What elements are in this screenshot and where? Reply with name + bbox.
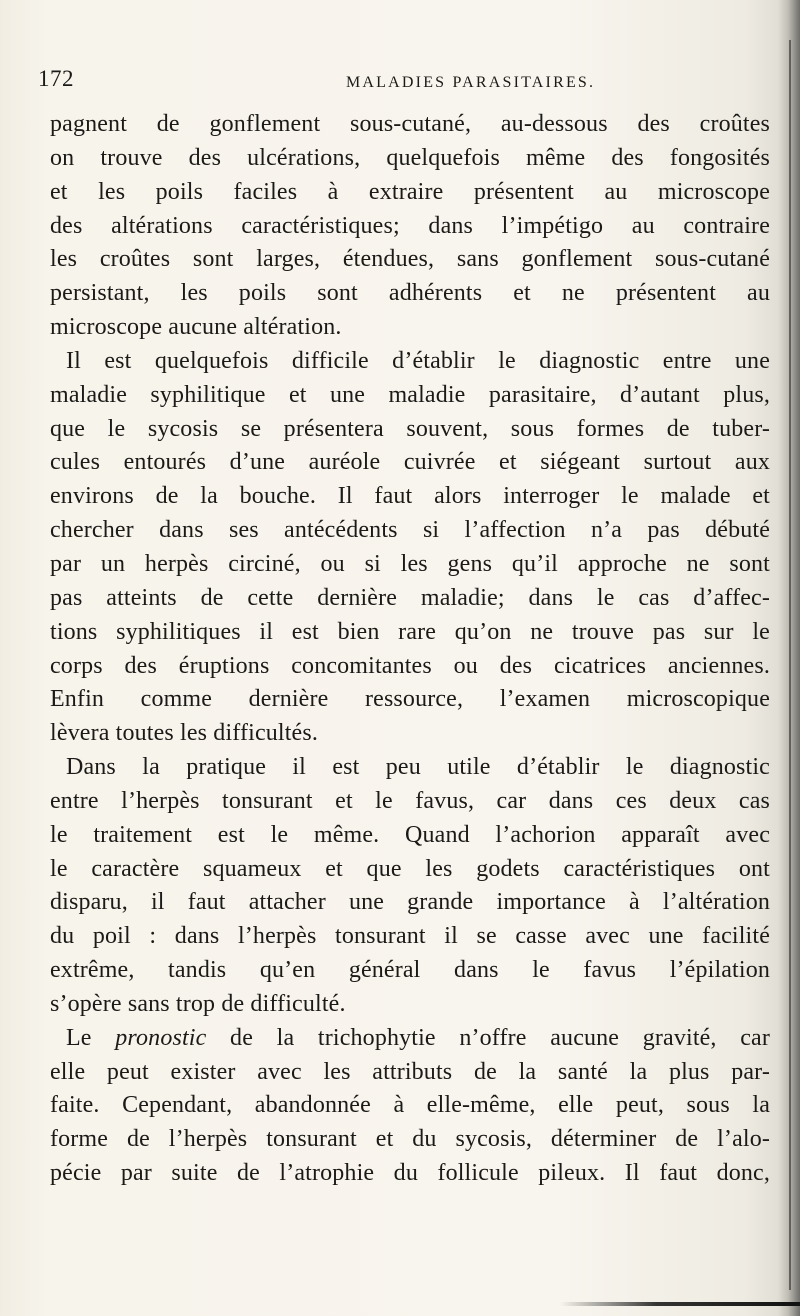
binding-edge-line (789, 40, 791, 1290)
text-line: corps des éruptions concomitantes ou des cicatrices anciennes. (50, 652, 770, 679)
pronostic-line-start: Le (66, 1024, 116, 1051)
text-line: lèvera toutes les difficultés. (50, 720, 318, 747)
text-line: que le sycosis se présentera souvent, sous formes de tuber- (50, 415, 770, 442)
pronostic-emphasis: pronostic (115, 1024, 207, 1051)
text-line: du poil : dans l’herpès tonsurant il se casse avec une facilité (50, 923, 770, 950)
text-line: disparu, il faut attacher une grande importance à l’altération (50, 889, 770, 916)
text-line: microscope aucune altération. (50, 314, 342, 341)
text-line: entre l’herpès tonsurant et le favus, car dans ces deux cas (50, 787, 770, 814)
text-line: pécie par suite de l’atrophie du follicule pileux. Il faut donc, (50, 1160, 770, 1187)
text-line: environs de la bouche. Il faut alors interroger le malade et (50, 483, 770, 510)
text-line: on trouve des ulcérations, quelquefois même des fongosités (50, 144, 770, 171)
text-line: des altérations caractéristiques; dans l’impétigo au contraire (50, 212, 770, 239)
text-line: forme de l’herpès tonsurant et du sycosis, déterminer de l’alo- (50, 1126, 770, 1153)
text-line: Dans la pratique il est peu utile d’établir le diagnostic (66, 754, 770, 781)
page-number: 172 (38, 66, 74, 91)
text-line: le caractère squameux et que les godets caractéristiques ont (50, 855, 770, 882)
text-line: Il est quelquefois difficile d’établir le diagnostic entre une (66, 347, 770, 374)
running-head: MALADIES PARASITAIRES. (346, 74, 596, 91)
text-line-pronostic (50, 1022, 770, 1056)
text-line: par un herpès circiné, ou si les gens qu’il approche ne sont (50, 550, 770, 577)
text-line: faite. Cependant, abandonnée à elle-même, elle peut, sous la (50, 1092, 770, 1119)
text-line: et les poils faciles à extraire présentent au microscope (50, 178, 770, 205)
text-line: chercher dans ses antécédents si l’affection n’a pas débuté (50, 517, 770, 544)
text-line: persistant, les poils sont adhérents et ne présentent au (50, 280, 770, 307)
text-line: les croûtes sont larges, étendues, sans gonflement sous-cutané (50, 246, 770, 273)
text-line: Enfin comme dernière ressource, l’examen microscopique (50, 686, 770, 713)
page-header (38, 66, 768, 104)
text-line: elle peut exister avec les attributs de la santé la plus par- (50, 1058, 770, 1085)
text-line: le traitement est le même. Quand l’achorion apparaît avec (50, 821, 770, 848)
text-line: extrême, tandis qu’en général dans le favus l’épilation (50, 957, 770, 984)
text-line: cules entourés d’une auréole cuivrée et siégeant surtout aux (50, 449, 770, 476)
pronostic-line-end: de la trichophytie n’offre aucune gravité, car (206, 1024, 770, 1051)
text-line: maladie syphilitique et une maladie parasitaire, d’autant plus, (50, 381, 770, 408)
text-line: pagnent de gonflement sous-cutané, au-dessous des croûtes (50, 111, 770, 137)
text-line: tions syphilitiques il est bien rare qu’on ne trouve pas sur le (50, 618, 770, 645)
body-text (50, 108, 770, 1191)
bottom-edge-rule (560, 1302, 800, 1306)
text-line: s’opère sans trop de difficulté. (50, 990, 346, 1017)
text-line: pas atteints de cette dernière maladie; dans le cas d’affec- (50, 584, 770, 611)
